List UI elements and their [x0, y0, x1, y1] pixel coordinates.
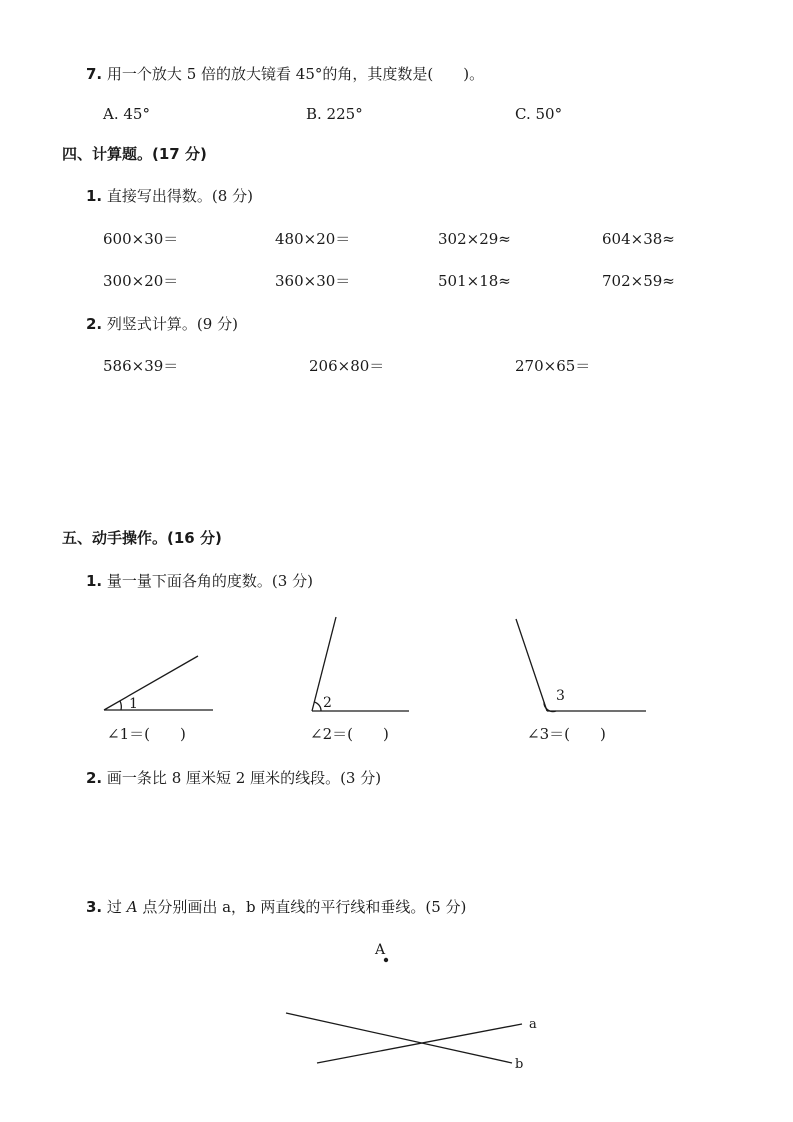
calc-item: 300×20＝ — [103, 272, 179, 290]
section-5-title: 五、动手操作。(16 分) — [62, 529, 222, 547]
line-a — [317, 1024, 522, 1063]
question-number: 2. — [86, 315, 103, 333]
calc-item: 604×38≈ — [602, 230, 675, 248]
question-number: 2. — [86, 769, 103, 787]
question-text-post: 点分别画出 a，b 两直线的平行线和垂线。(5 分) — [137, 898, 467, 916]
option-c: C. 50° — [515, 105, 563, 123]
calc-item: 600×30＝ — [103, 230, 179, 248]
calc-item: 302×29≈ — [438, 230, 511, 248]
angle-3-answer: ∠3＝( ) — [527, 725, 606, 743]
point-name: A — [126, 898, 138, 916]
point-a-label: A — [375, 942, 386, 958]
option-b: B. 225° — [306, 105, 363, 123]
calc-item: 480×20＝ — [275, 230, 351, 248]
question-number: 7. — [86, 65, 103, 83]
question-text: 用一个放大 5 倍的放大镜看 45°的角，其度数是( )。 — [106, 65, 485, 83]
vertical-calc-item: 206×80＝ — [309, 357, 385, 375]
line-b-label: b — [515, 1057, 524, 1072]
vertical-calc-item: 270×65＝ — [515, 357, 591, 375]
question-text-pre: 过 — [106, 898, 127, 916]
calc-item: 702×59≈ — [602, 272, 675, 290]
angle-1-label: 1 — [129, 696, 138, 712]
line-a-label: a — [529, 1017, 537, 1032]
calc-item: 360×30＝ — [275, 272, 351, 290]
question-text: 量一量下面各角的度数。(3 分) — [106, 572, 313, 590]
vertical-calc-item: 586×39＝ — [103, 357, 179, 375]
section-4-title: 四、计算题。(17 分) — [62, 145, 207, 163]
angle-1-answer: ∠1＝( ) — [107, 725, 186, 743]
calc-item: 501×18≈ — [438, 272, 511, 290]
question-text: 画一条比 8 厘米短 2 厘米的线段。(3 分) — [106, 769, 382, 787]
angle-2-label: 2 — [323, 695, 332, 711]
question-text: 直接写出得数。(8 分) — [106, 187, 253, 205]
angle-3-label: 3 — [556, 688, 565, 704]
question-number: 1. — [86, 572, 103, 590]
question-text: 列竖式计算。(9 分) — [106, 315, 238, 333]
point-a-dot — [384, 958, 388, 962]
line-b — [286, 1013, 512, 1063]
angle-2-answer: ∠2＝( ) — [310, 725, 389, 743]
question-number: 1. — [86, 187, 103, 205]
option-a: A. 45° — [103, 105, 150, 123]
question-number: 3. — [86, 898, 103, 916]
